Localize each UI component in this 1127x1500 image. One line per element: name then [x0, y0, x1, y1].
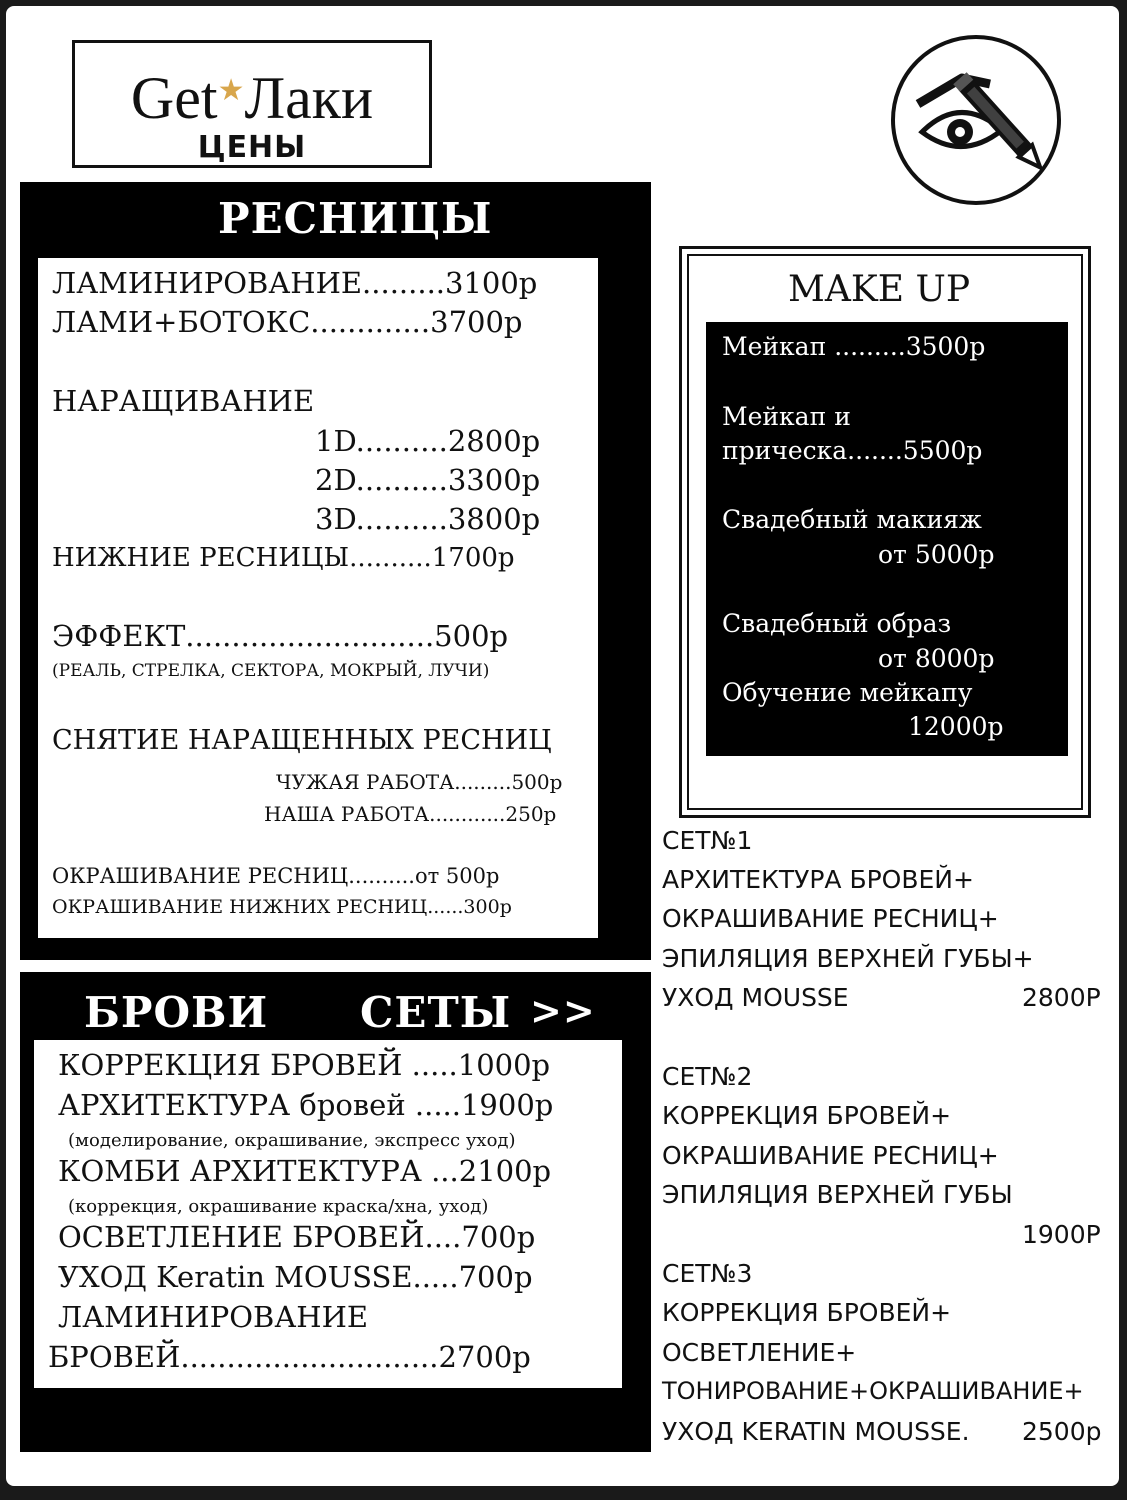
lashes-ext-3d: 3D..........3800р: [315, 502, 541, 536]
set1-price: 2800Р: [1022, 983, 1101, 1012]
lashes-removal-title: СНЯТИЕ НАРАЩЕННЫХ РЕСНИЦ: [52, 725, 552, 756]
brows-combi: КОМБИ АРХИТЕКТУРА ...2100р: [58, 1154, 552, 1188]
set1-line-4: УХОД MOUSSE: [662, 983, 849, 1012]
brows-correction: КОРРЕКЦИЯ БРОВЕЙ .....1000р: [58, 1048, 551, 1082]
set2-title: СЕТ№2: [662, 1062, 753, 1091]
lashes-ext-1d: 1D..........2800р: [315, 424, 541, 458]
makeup-title: MAKE UP: [788, 269, 971, 310]
brows-section: [20, 972, 651, 1452]
makeup-line-7: от 8000р: [878, 644, 995, 673]
lashes-ext-2d: 2D..........3300р: [315, 463, 541, 497]
brows-title: БРОВИ: [84, 988, 269, 1037]
set3-price: 2500р: [1022, 1417, 1102, 1446]
makeup-frame: [679, 246, 1091, 818]
brand-name-right: Лаки: [244, 65, 374, 131]
set2-line-2: ОКРАШИВАНИЕ РЕСНИЦ+: [662, 1141, 999, 1170]
brows-lamination: ЛАМИНИРОВАНИЕ: [58, 1300, 369, 1334]
lashes-price-list: [38, 258, 598, 938]
set1-line-3: ЭПИЛЯЦИЯ ВЕРХНЕЙ ГУБЫ+: [662, 944, 1034, 973]
sets-arrow: >>: [530, 988, 596, 1033]
lashes-lami-botox: ЛАМИ+БОТОКС.............3700р: [52, 305, 523, 339]
set3-line-2: ОСВЕТЛЕНИЕ+: [662, 1338, 857, 1367]
brows-lightening: ОСВЕТЛЕНИЕ БРОВЕЙ....700р: [58, 1220, 536, 1254]
set2-line-3: ЭПИЛЯЦИЯ ВЕРХНЕЙ ГУБЫ: [662, 1180, 1013, 1209]
set1-line-2: ОКРАШИВАНИЕ РЕСНИЦ+: [662, 904, 999, 933]
makeup-line-4: Свадебный макияж: [722, 505, 982, 534]
makeup-line-9: 12000р: [908, 712, 1004, 741]
makeup-line-6: Свадебный образ: [722, 609, 952, 638]
set2-line-1: КОРРЕКЦИЯ БРОВЕЙ+: [662, 1101, 952, 1130]
lashes-lower: НИЖНИЕ РЕСНИЦЫ..........1700р: [52, 543, 515, 573]
set1-title: СЕТ№1: [662, 826, 753, 855]
price-sheet: [6, 6, 1119, 1486]
eye-pencil-icon: [890, 34, 1062, 206]
brows-care: УХОД Keratin MOUSSE.....700р: [58, 1260, 533, 1294]
brows-architecture: АРХИТЕКТУРА бровей .....1900р: [58, 1088, 554, 1122]
makeup-line-8: Обучение мейкапу: [722, 678, 973, 707]
makeup-line-1: Мейкап .........3500р: [722, 332, 986, 361]
brand-name-left: Get: [130, 65, 218, 131]
lashes-section: [20, 182, 651, 960]
makeup-price-list: [706, 322, 1068, 756]
logo-subtitle: ЦЕНЫ: [197, 130, 307, 165]
set2-price: 1900Р: [1022, 1220, 1101, 1249]
set3-line-4: УХОД KERATIN MOUSSE.: [662, 1417, 970, 1446]
lashes-effect-note: (РЕАЛЬ, СТРЕЛКА, СЕКТОРА, МОКРЫЙ, ЛУЧИ): [52, 661, 490, 681]
lashes-tint: ОКРАШИВАНИЕ РЕСНИЦ..........от 500р: [52, 864, 500, 888]
set1-line-1: АРХИТЕКТУРА БРОВЕЙ+: [662, 865, 974, 894]
lashes-removal-other: ЧУЖАЯ РАБОТА.........500р: [276, 770, 563, 794]
set3-line-3: ТОНИРОВАНИЕ+ОКРАШИВАНИЕ+: [662, 1377, 1084, 1405]
brand-logo: [72, 40, 432, 168]
brows-price-list: [34, 1040, 622, 1388]
lashes-effect: ЭФФЕКТ...........................500р: [52, 619, 509, 653]
brows-combi-note: (коррекция, окрашивание краска/хна, уход): [68, 1196, 489, 1217]
sets-title: СЕТЫ: [360, 988, 512, 1037]
star-icon: ★: [217, 74, 245, 107]
lashes-lamination: ЛАМИНИРОВАНИЕ.........3100р: [52, 266, 538, 300]
lashes-extension-title: НАРАЩИВАНИЕ: [52, 384, 315, 418]
makeup-line-2: Мейкап и: [722, 402, 851, 431]
lashes-tint-lower: ОКРАШИВАНИЕ НИЖНИХ РЕСНИЦ......300р: [52, 896, 512, 918]
set3-line-1: КОРРЕКЦИЯ БРОВЕЙ+: [662, 1298, 952, 1327]
makeup-line-3: прическа.......5500р: [722, 436, 983, 465]
set3-title: СЕТ№3: [662, 1259, 753, 1288]
brand-name: [75, 61, 429, 131]
brows-architecture-note: (моделирование, окрашивание, экспресс уход): [68, 1130, 516, 1151]
lashes-title: РЕСНИЦЫ: [218, 194, 493, 243]
lashes-removal-ours: НАША РАБОТА............250р: [264, 802, 557, 826]
makeup-line-5: от 5000р: [878, 540, 995, 569]
brows-lamination-price: БРОВЕЙ............................2700р: [48, 1340, 531, 1374]
